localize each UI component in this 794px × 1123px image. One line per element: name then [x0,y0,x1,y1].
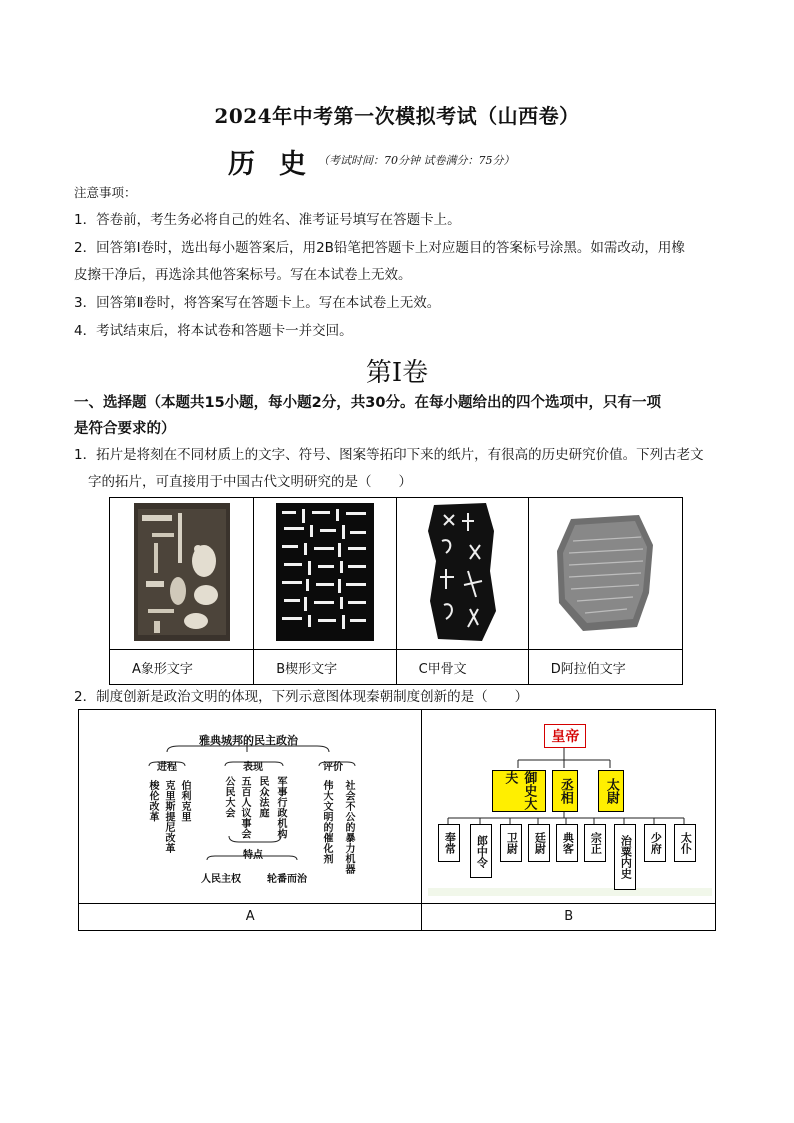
performance-item: 民众法庭 [257,776,268,818]
branch-performance: 表现 [243,762,263,773]
branch-progress: 进程 [157,762,177,773]
q1-stem-line2 [74,469,734,496]
minister-box: 典客 [556,824,578,862]
performance-item: 军事行政机构 [275,776,286,839]
minister-box: 奉常 [438,824,460,862]
option-d-caption: D阿拉伯文字 [528,650,682,685]
diagram-b-label: B [422,903,716,930]
option-a-caption: A象形文字 [110,650,254,685]
q1-options-table [109,497,683,685]
minister-box: 郎中令 [470,824,492,878]
section-heading-line2: 是符合要求的） [74,421,176,437]
subject-title: 历史 [228,149,330,180]
feature-item: 轮番而治 [267,874,307,885]
progress-item: 伯利克里 [179,780,190,822]
minister-box: 卫尉 [500,824,522,862]
minister-box: 少府 [644,824,666,862]
diagram-a-cell [79,710,422,904]
minister-box: 廷尉 [528,824,550,862]
volume-title: 第Ⅰ卷 [365,358,429,388]
grand-commandant-box: 太尉 [598,770,624,812]
diagram-a-label: A [79,903,422,930]
progress-item: 梭伦改革 [147,780,158,822]
diagram-b-cell [422,710,716,904]
notice-item: 4．考试结束后，将本试卷和答题卡一并交回。 [74,323,353,339]
option-c-image-cell [396,498,528,650]
feature-item: 人民主权 [201,874,241,885]
q2-options-table [78,709,716,931]
q2-stem: 2．制度创新是政治文明的体现，下列示意图体现秦朝制度创新的是（ ） [74,689,529,705]
exam-info: （考试时间：70分钟 试卷满分：75分） [318,154,515,167]
option-a-image-cell [110,498,254,650]
option-d-image-cell [528,498,682,650]
chancellor-box: 丞相 [552,770,578,812]
minister-box: 太仆 [674,824,696,862]
oracle-bone-rubbing-image [424,501,500,643]
notice-heading: 注意事项： [74,185,137,200]
option-b-caption: B楔形文字 [254,650,396,685]
option-b-image-cell [254,498,396,650]
censor-box: 御史大夫 [492,770,546,812]
branch-evaluation: 评价 [323,762,343,773]
hieroglyph-rubbing-image [134,503,230,641]
minister-box: 宗正 [584,824,606,862]
performance-item: 公民大会 [223,776,234,818]
arabic-script-rubbing-image [553,511,657,633]
evaluation-item: 伟大文明的催化剂 [321,780,332,864]
option-c-caption: C甲骨文 [396,650,528,685]
minister-box: 治粟内史 [614,824,636,890]
notice-item: 皮擦干净后，再选涂其他答案标号。写在本试卷上无效。 [74,267,412,283]
exam-title: 2024年中考第一次模拟考试（山西卷） [214,104,580,128]
features-label: 特点 [243,850,263,861]
progress-item: 克里斯提尼改革 [163,780,174,854]
cuneiform-rubbing-image [276,503,374,641]
emperor-box: 皇帝 [544,724,586,748]
notice-item: 2．回答第Ⅰ卷时，选出每小题答案后，用2B铅笔把答题卡上对应题目的答案标号涂黑。如需改动，用橡 [74,240,685,256]
performance-item: 五百人议事会 [239,776,250,839]
athens-democracy-title: 雅典城邦的民主政治 [199,734,298,747]
section-heading-line1: 一、选择题（本题共15小题，每小题2分，共30分。在每小题给出的四个选项中，只有一项 [74,395,661,411]
q1-stem-line1: 1．拓片是将刻在不同材质上的文字、符号、图案等拓印下来的纸片，有很高的历史研究价值。下列古老文 [74,447,704,463]
notice-item: 1．答卷前，考生务必将自己的姓名、准考证号填写在答题卡上。 [74,212,461,228]
q1-stem-line2-text: 字的拓片，可直接用于中国古代文明研究的是（ ） [88,474,412,490]
notice-item: 3．回答第Ⅱ卷时，将答案写在答题卡上。写在本试卷上无效。 [74,295,441,311]
evaluation-item: 社会不公的暴力机器 [343,780,354,875]
